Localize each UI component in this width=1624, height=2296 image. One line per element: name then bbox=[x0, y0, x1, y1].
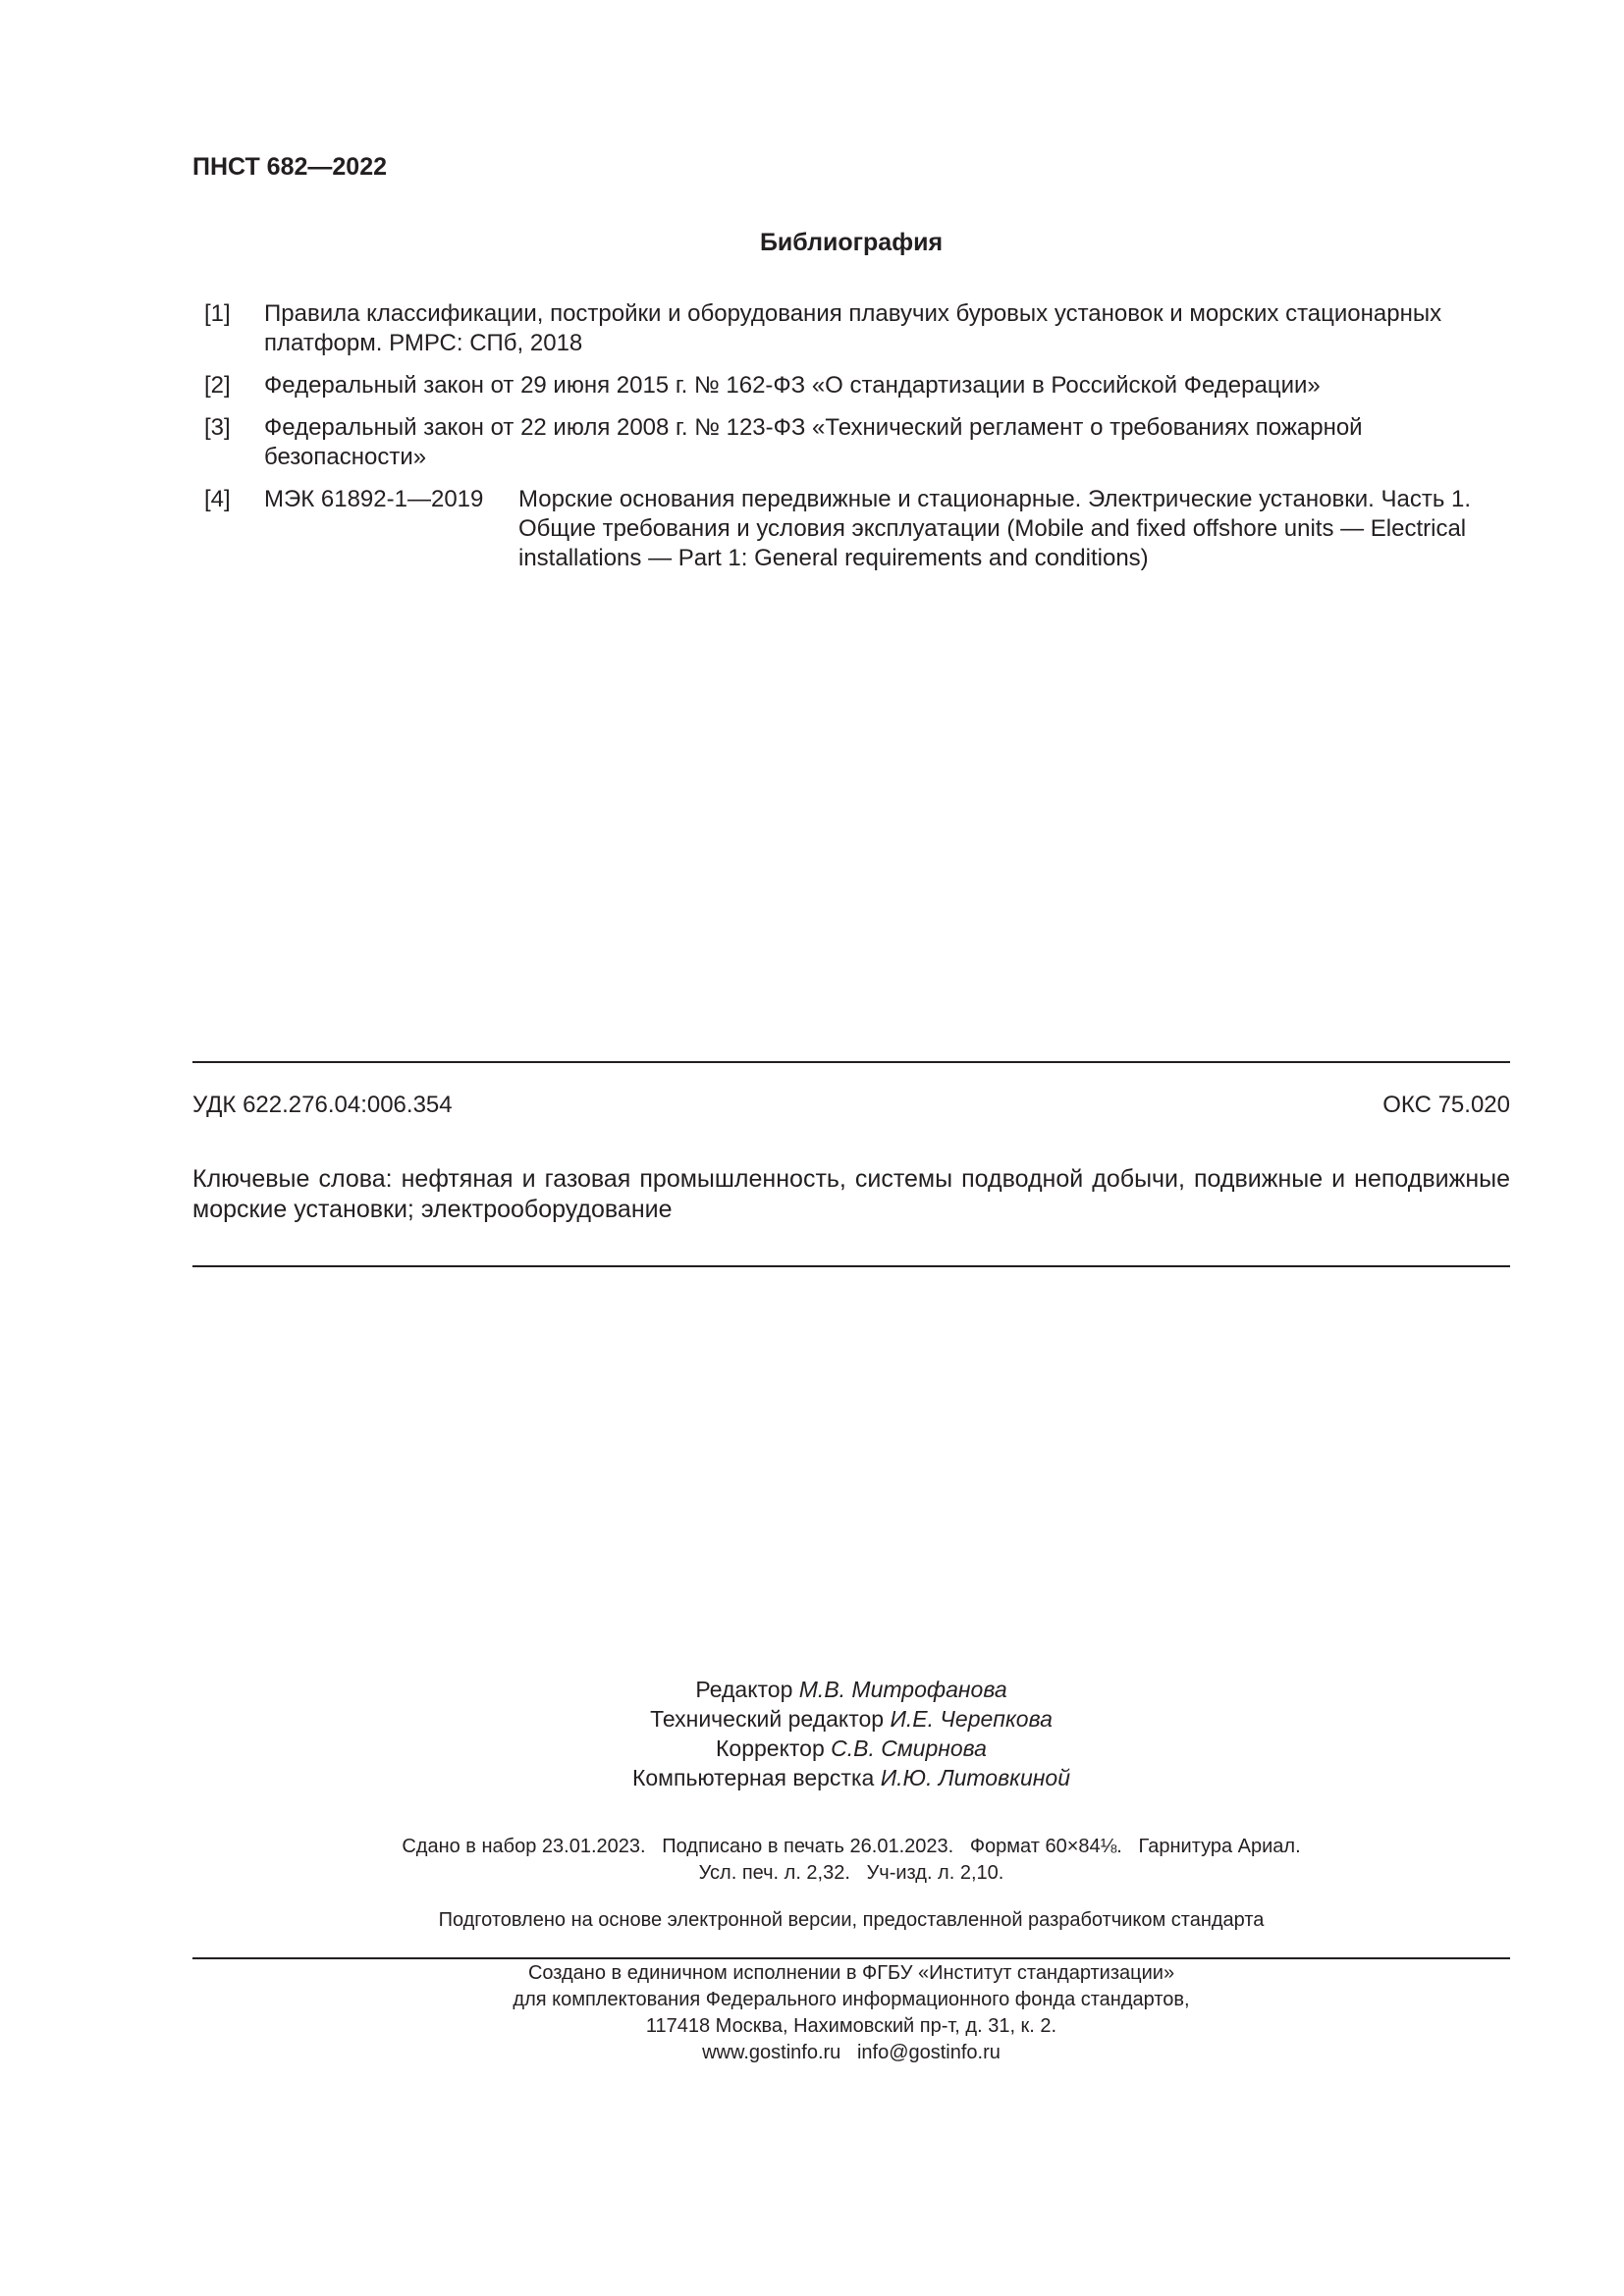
credit-name: И.Ю. Литовкиной bbox=[880, 1765, 1070, 1790]
credit-line bbox=[192, 1763, 1510, 1792]
imprint-line: Усл. печ. л. 2,32. Уч-изд. л. 2,10. bbox=[698, 1862, 1004, 1884]
entry-number: [2] bbox=[204, 372, 231, 399]
bibliography-entry bbox=[192, 485, 1510, 573]
bibliography-entry bbox=[192, 299, 1510, 358]
entry-text: Правила классификации, постройки и оборудования плавучих буровых установок и морских стационарных платформ. РМРС: СПб, 2018 bbox=[264, 300, 1442, 356]
bibliography-entry bbox=[192, 413, 1510, 472]
publisher-line: Создано в единичном исполнении в ФГБУ «Институт стандартизации» bbox=[527, 1962, 1175, 1984]
bibliography-heading: Библиография bbox=[759, 229, 944, 256]
entry-number: [3] bbox=[204, 414, 231, 441]
publisher-line: 117418 Москва, Нахимовский пр-т, д. 31, к. 2. bbox=[645, 2015, 1057, 2037]
entry-text: Федеральный закон от 22 июля 2008 г. № 123-ФЗ «Технический регламент о требованиях пожарной безопасности» bbox=[264, 414, 1363, 470]
credit-role: Корректор bbox=[716, 1735, 825, 1761]
publisher-line: для комплектования Федерального информационного фонда стандартов, bbox=[513, 1989, 1190, 2010]
credit-name: И.Е. Черепкова bbox=[890, 1706, 1053, 1732]
credit-role: Редактор bbox=[695, 1677, 793, 1702]
bibliography-list bbox=[192, 299, 1510, 586]
imprint-line: Сдано в набор 23.01.2023. Подписано в печать 26.01.2023. Формат 60×84⅛. Гарнитура Ариал. bbox=[402, 1836, 1301, 1857]
entry-text: Морские основания передвижные и стационарные. Электрические установки. Часть 1. Общие требования и условия эксплуатации (Mobile and fixed offshore units — Electrical installations — Part 1: General requirements and conditions) bbox=[518, 486, 1472, 571]
bibliography-entry bbox=[192, 371, 1510, 400]
publisher-contacts: www.gostinfo.ru info@gostinfo.ru bbox=[702, 2042, 1001, 2063]
udk-code: УДК 622.276.04:006.354 bbox=[192, 1092, 453, 1118]
credit-line bbox=[192, 1734, 1510, 1763]
keywords: Ключевые слова: нефтяная и газовая промышленность, системы подводной добычи, подвижные и неподвижные морские установки; электрооборудование bbox=[192, 1165, 1510, 1223]
divider-middle bbox=[192, 1265, 1510, 1267]
credit-name: М.В. Митрофанова bbox=[798, 1677, 1007, 1702]
divider-bottom bbox=[192, 1957, 1510, 1959]
standard-code: ПНСТ 682—2022 bbox=[192, 153, 387, 181]
imprint-block bbox=[192, 1834, 1510, 1887]
publisher-block bbox=[192, 1960, 1510, 2066]
divider-top bbox=[192, 1061, 1510, 1063]
entry-standard-code: МЭК 61892-1—2019 bbox=[264, 486, 484, 512]
entry-text: Федеральный закон от 29 июня 2015 г. № 162-ФЗ «О стандартизации в Российской Федерации» bbox=[264, 372, 1321, 399]
oks-code: ОКС 75.020 bbox=[1382, 1092, 1510, 1118]
prepared-note: Подготовлено на основе электронной версии, предоставленной разработчиком стандарта bbox=[438, 1909, 1265, 1931]
credit-role: Технический редактор bbox=[650, 1706, 885, 1732]
credit-line bbox=[192, 1675, 1510, 1704]
credit-name: С.В. Смирнова bbox=[831, 1735, 987, 1761]
entry-number: [4] bbox=[204, 486, 231, 512]
entry-number: [1] bbox=[204, 300, 231, 327]
credit-role: Компьютерная верстка bbox=[631, 1765, 875, 1790]
credit-line bbox=[192, 1704, 1510, 1734]
credits-block bbox=[192, 1675, 1510, 1792]
